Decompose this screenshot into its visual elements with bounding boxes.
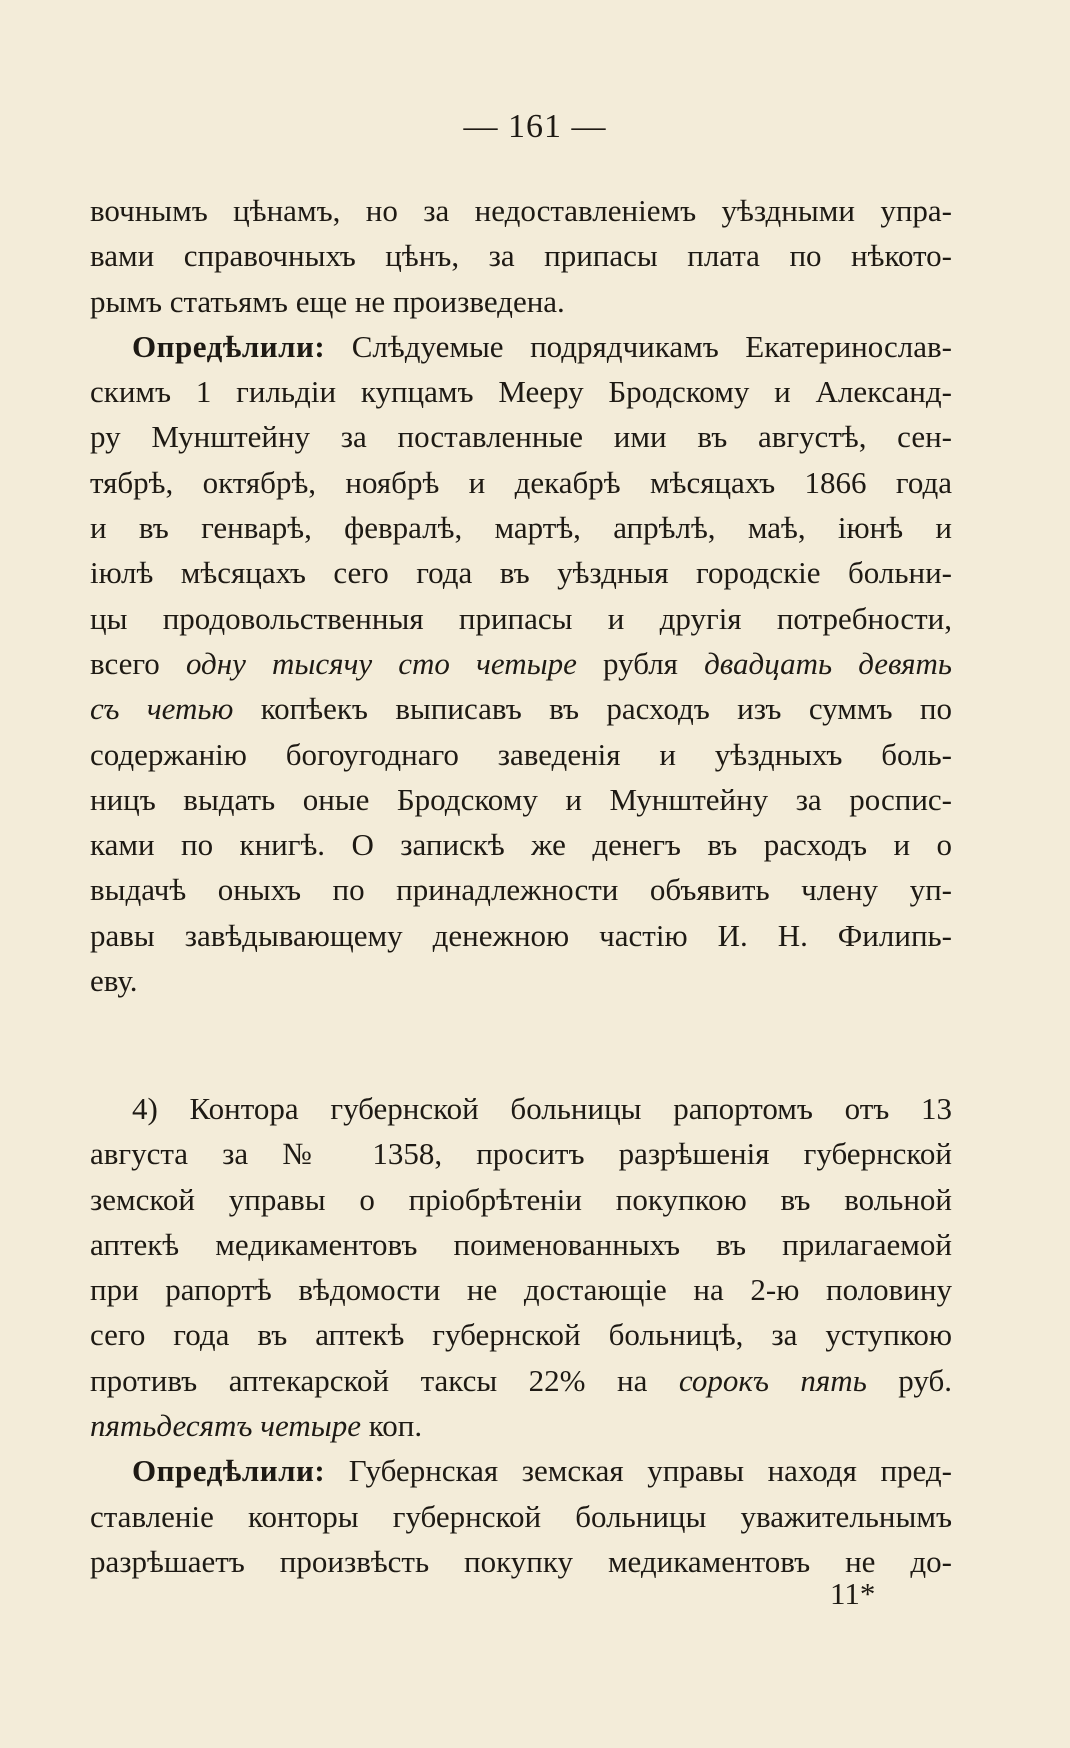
signature-mark: 11*: [830, 1576, 876, 1611]
resolution-heading: Опредѣлили:: [132, 328, 326, 364]
text-line: тябрѣ, октябрѣ, ноябрѣ и декабрѣ мѣсяцахъ 1866 года: [90, 464, 952, 500]
text-line: земской управы о пріобрѣтеніи покупкою въ вольной: [90, 1181, 952, 1217]
text-line: содержанію богоугоднаго заведенія и уѣздныхъ боль-: [90, 736, 952, 772]
text-segment: коп.: [361, 1408, 423, 1444]
paragraph-block-2: [90, 1086, 952, 1584]
text-segment: всего: [90, 645, 186, 681]
text-line: аптекѣ медикаментовъ поименованныхъ въ прилагаемой: [90, 1226, 952, 1262]
italic-amount: съ четью: [90, 691, 234, 727]
text-line: вами справочныхъ цѣнъ, за припасы плата по нѣкото-: [90, 238, 952, 274]
text-line: и въ генварѣ, февралѣ, мартѣ, апрѣлѣ, маѣ, іюнѣ и: [90, 510, 952, 546]
text-line: вочнымъ цѣнамъ, но за недоставленіемъ уѣздными упра-: [90, 193, 952, 228]
text-line: [90, 1448, 952, 1493]
text-line: [90, 641, 952, 686]
text-line: ру Мунштейну за поставленные ими въ августѣ, сен-: [90, 419, 952, 455]
text-line: равы завѣдывающему денежною частію И. Н. Филипь-: [90, 917, 952, 953]
text-line: разрѣшаетъ произвѣсть покупку медикаментовъ не до-: [90, 1543, 952, 1579]
text-line: цы продовольственныя припасы и другія потребности,: [90, 600, 952, 636]
italic-amount: сорокъ пять: [678, 1362, 867, 1398]
text-line: выдачѣ оныхъ по принадлежности объявить члену уп-: [90, 872, 952, 908]
text-line: [90, 686, 952, 731]
italic-amount: пятьдесятъ четыре: [90, 1408, 361, 1444]
resolution-heading: Опредѣлили:: [132, 1453, 326, 1489]
text-segment: руб.: [866, 1362, 952, 1398]
text-line: ставленіе конторы губернской больницы уважительнымъ: [90, 1498, 952, 1534]
text-segment: копѣекъ выписавъ въ расходъ изъ суммъ по: [233, 691, 952, 727]
text-line: іюлѣ мѣсяцахъ сего года въ уѣздныя городскіе больни-: [90, 555, 952, 591]
text-line: еву.: [90, 963, 138, 999]
text-segment: рубля: [576, 645, 705, 681]
text-segment: Слѣдуемые подрядчикамъ Екатеринослав-: [325, 328, 952, 364]
page-number: — 161 —: [463, 108, 607, 145]
text-line: [90, 1403, 952, 1448]
text-line: при рапортѣ вѣдомости не достающіе на 2-ю половину: [90, 1272, 952, 1308]
text-line: [90, 324, 952, 369]
text-segment: Губернская земская управы находя пред-: [325, 1453, 952, 1489]
italic-amount: одну тысячу сто четыре: [185, 645, 577, 681]
text-line: рымъ статьямъ еще не произведена.: [90, 283, 565, 319]
text-line: ницъ выдать оные Бродскому и Мунштейну за роспис-: [90, 781, 952, 817]
text-line: ками по книгѣ. О запискѣ же денегъ въ расходъ и о: [90, 827, 952, 863]
text-line: [90, 1358, 952, 1403]
text-line: сего года въ аптекѣ губернской больницѣ, за уступкою: [90, 1317, 952, 1353]
text-line: скимъ 1 гильдіи купцамъ Мееру Бродскому и Александ-: [90, 374, 952, 410]
text-line: 4) Контора губернской больницы рапортомъ отъ 13: [132, 1091, 952, 1126]
text-line: августа за № 1358, проситъ разрѣшенія губернской: [90, 1136, 952, 1172]
text-segment: противъ аптекарской таксы 22% на: [90, 1362, 679, 1398]
paragraph-block-1: [90, 188, 952, 1003]
italic-amount: двадцать девять: [704, 645, 952, 681]
